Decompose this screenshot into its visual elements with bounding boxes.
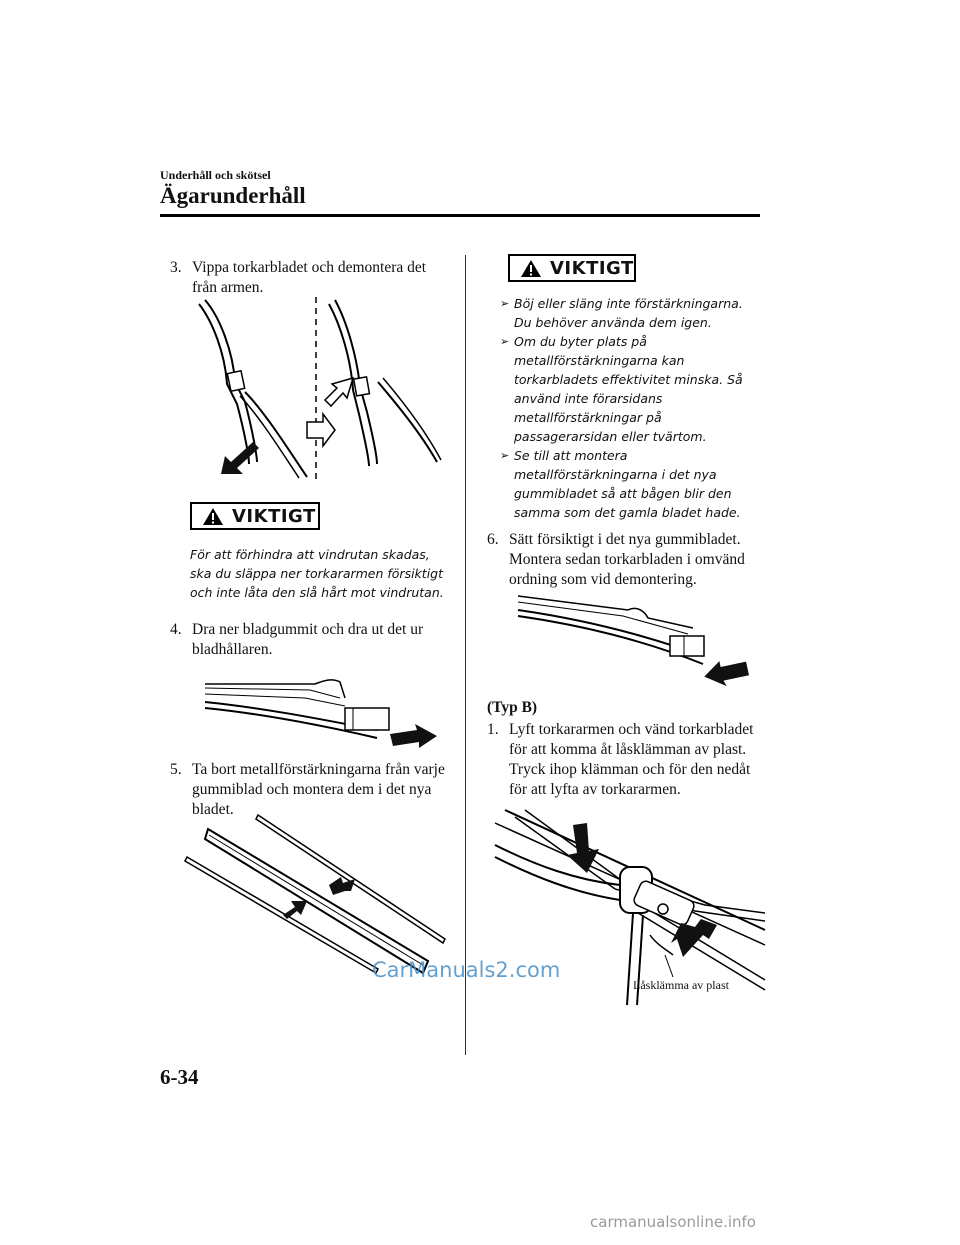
warning-triangle-icon — [202, 507, 224, 526]
list-item — [500, 294, 762, 332]
arrow-up-right-outline-icon — [325, 378, 353, 406]
reinforcements-illustration — [183, 815, 453, 980]
figure-caption: Låsklämma av plast — [633, 978, 729, 992]
warning-label: VIKTIGT — [550, 257, 634, 279]
warning-bullet-list — [500, 294, 762, 522]
step-number: 3. — [170, 259, 182, 276]
step-text: Dra ner bladgummit och dra ut det ur bladhållaren. — [192, 621, 424, 658]
step-text: Vippa torkarbladet och demontera det från armen. — [192, 259, 427, 296]
arrow-bullet-icon: ➢ — [500, 449, 510, 462]
step-text: Lyft torkararmen och vänd torkarbladet för att komma åt låsklämman av plast. Tryck ihop klämman och för den nedåt för att lyfta av torkararmen. — [509, 721, 754, 798]
bullet-text: Om du byter plats på metallförstärkningarna kan torkarbladets effektivitet minska. Så använd inte förarsidans metallförstärkningar på passagerarsidan eller tvärtom. — [514, 334, 743, 444]
arrow-down-left-icon — [671, 919, 717, 957]
warning-box — [508, 254, 636, 282]
watermark-logo: CarManuals2.com — [372, 958, 561, 982]
list-item — [500, 446, 762, 522]
bullet-text: Böj eller släng inte förstärkningarna. Du behöver använda dem igen. — [514, 296, 743, 330]
step-number: 1. — [487, 721, 499, 738]
bullet-text: Se till att montera metallförstärkningarna i det nya gummibladet så att bågen blir den samma som det gamla bladet hade. — [514, 448, 741, 520]
arrow-bullet-icon: ➢ — [500, 297, 510, 310]
warning-text: För att förhindra att vindrutan skadas, ska du släppa ner torkararmen försiktigt och inte låta den slå hårt mot vindrutan. — [190, 547, 444, 600]
wiper-removal-illustration — [195, 292, 455, 487]
page-title: Ägarunderhåll — [160, 183, 306, 208]
section-label: Underhåll och skötsel — [160, 168, 271, 182]
step-1 — [487, 720, 772, 800]
arrow-left-icon — [702, 656, 750, 691]
step-text: Ta bort metallförstärkningarna från varje gummiblad och montera dem i det nya bladet. — [192, 761, 445, 818]
step-text: Sätt försiktigt i det nya gummibladet. Montera sedan torkarbladen i omvänd ordning som vid demontering. — [509, 531, 745, 588]
step-6 — [487, 530, 767, 590]
arrow-bullet-icon: ➢ — [500, 335, 510, 348]
step-number: 4. — [170, 621, 182, 638]
step-4 — [170, 620, 455, 660]
list-item — [500, 332, 762, 446]
install-blade-illustration — [518, 588, 758, 693]
step-5 — [170, 760, 455, 820]
warning-triangle-icon — [520, 259, 542, 278]
arrow-down-left-icon — [221, 442, 259, 474]
arrow-down-icon — [567, 823, 599, 873]
arrow-right-icon — [390, 724, 437, 748]
warning-label: VIKTIGT — [232, 505, 316, 527]
step-number: 6. — [487, 531, 499, 548]
watermark-footer: carmanualsonline.info — [590, 1213, 756, 1231]
pull-rubber-illustration — [205, 672, 445, 752]
arrow-up-right-icon — [283, 901, 307, 919]
column-divider — [465, 255, 466, 1055]
arrow-right-outline-icon — [307, 414, 335, 446]
subheading-typ-b: (Typ B) — [487, 699, 538, 716]
warning-box — [190, 502, 320, 530]
page-number: 6-34 — [160, 1065, 199, 1089]
title-rule — [160, 214, 760, 217]
step-number: 5. — [170, 761, 182, 778]
